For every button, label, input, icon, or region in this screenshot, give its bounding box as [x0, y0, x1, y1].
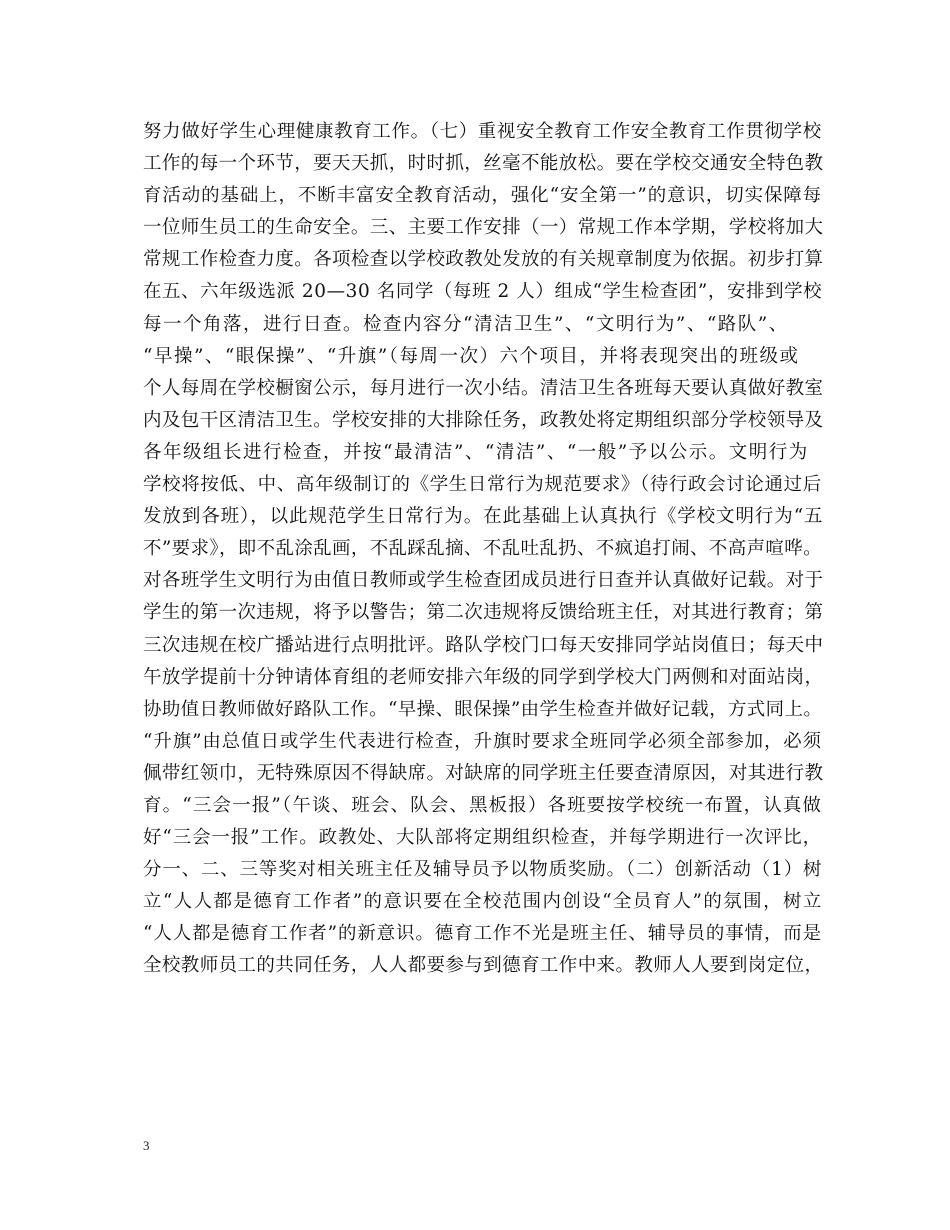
- text-line: 常规工作检查力度。各项检查以学校政教处发放的有关规章制度为依据。初步打算: [143, 249, 824, 271]
- text-line: 分一、二、三等奖对相关班主任及辅导员予以物质奖励。（二）创新活动（1）树: [143, 859, 823, 881]
- body-text: [143, 116, 823, 983]
- text-line: “早操”、“眼保操”、“升旗”（每周一次）六个项目，并将表现突出的班级或: [143, 345, 800, 367]
- text-line: 协助值日教师做好路队工作。“早操、眼保操”由学生检查并做好记载，方式同上。: [143, 698, 823, 720]
- text-line: “人人都是德育工作者”的新意识。德育工作不光是班主任、辅导员的事情，而是: [143, 923, 823, 945]
- page-number: 3: [143, 1138, 150, 1153]
- text-line: 好“三会一报”工作。政教处、大队部将定期组织检查，并每学期进行一次评比，: [143, 827, 823, 849]
- text-line: 学校将按低、中、高年级制订的《学生日常行为规范要求》（待行政会讨论通过后: [143, 474, 822, 496]
- text-line: 努力做好学生心理健康教育工作。（七）重视安全教育工作安全教育工作贯彻学校: [143, 121, 822, 142]
- text-line: 每一个角落，进行日查。检查内容分“清洁卫生”、“文明行为”、“路队”、: [143, 313, 789, 335]
- text-line: 一位师生员工的生命安全。三、主要工作安排（一）常规工作本学期，学校将加大: [143, 217, 824, 239]
- text-line: “升旗”由总值日或学生代表进行检查，升旗时要求全班同学必须全部参加，必须: [143, 730, 823, 752]
- text-line: 个人每周在学校橱窗公示，每月进行一次小结。清洁卫生各班每天要认真做好教室: [143, 377, 824, 399]
- text-line: 不”要求》，即不乱涂乱画，不乱踩乱摘、不乱吐乱扔、不疯追打闹、不高声喧哗。: [143, 538, 822, 560]
- text-line: 全校教师员工的共同任务，人人都要参与到德育工作中来。教师人人要到岗定位，: [143, 955, 824, 977]
- text-line: 立“人人都是德育工作者”的意识要在全校范围内创设“全员育人”的氛围，树立: [143, 891, 823, 913]
- text-line: 学生的第一次违规，将予以警告；第二次违规将反馈给班主任，对其进行教育；第: [143, 602, 824, 624]
- text-line: 佩带红领巾，无特殊原因不得缺席。对缺席的同学班主任要查清原因，对其进行教: [143, 762, 824, 784]
- text-line: 内及包干区清洁卫生。学校安排的大排除任务，政教处将定期组织部分学校领导及: [143, 409, 824, 431]
- text-line: 发放到各班），以此规范学生日常行为。在此基础上认真执行《学校文明行为“五: [143, 506, 824, 528]
- text-line: 午放学提前十分钟请体育组的老师安排六年级的同学到学校大门两侧和对面站岗，: [143, 666, 824, 688]
- text-line: 在五、六年级选派 20—30 名同学（每班 2 人）组成“学生检查团”，安排到学校: [143, 281, 823, 303]
- text-line: 对各班学生文明行为由值日教师或学生检查团成员进行日查并认真做好记载。对于: [143, 570, 824, 592]
- text-line: 各年级组长进行检查，并按“最清洁”、“清洁”、“一般”予以公示。文明行为: [143, 441, 809, 463]
- text-line: 育。“三会一报”（午谈、班会、队会、黑板报）各班要按学校统一布置，认真做: [143, 794, 823, 816]
- text-line: 三次违规在校广播站进行点明批评。路队学校门口每天安排同学站岗值日；每天中: [143, 634, 824, 656]
- text-line: 工作的每一个环节，要天天抓，时时抓，丝毫不能放松。要在学校交通安全特色教: [143, 153, 824, 175]
- text-line: 育活动的基础上，不断丰富安全教育活动，强化“安全第一”的意识，切实保障每: [143, 185, 823, 207]
